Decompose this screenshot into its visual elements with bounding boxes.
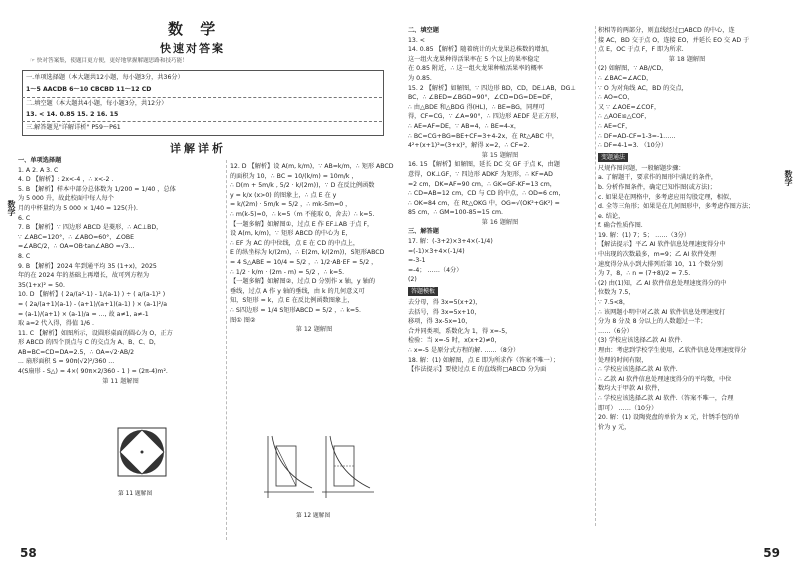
answer-line: 12. D 【解析】设 A(m, k/m)，∵ AB=k/m，∴ 矩形 ABCD <box>230 163 394 170</box>
answer-column-2 <box>230 162 398 422</box>
answer-line: 11. C 【解析】如图所示，设圆形桌面的圆心为 O，正方 <box>18 329 173 337</box>
answer-line: 这一组火龙果种得活果率在 5 个以上的果率稳定 <box>408 55 540 63</box>
answer-line: ∴ x=-5 是原分式方程的解. ……（8分） <box>408 347 520 354</box>
answer-column-1 <box>18 156 223 414</box>
page-title: 数 学 <box>168 20 222 38</box>
answer-line: ∴ AE=CF， <box>598 122 632 130</box>
answer-line: 10. D 【解析】( 2a/(a²-1) - 1/(a-1) ) ÷ ( a/(a-1)² ) <box>18 291 166 299</box>
answer-line: 三、解答题 <box>408 228 439 236</box>
answer-line: 图① 图② <box>230 316 256 324</box>
figure-12 <box>258 432 378 506</box>
right-page <box>400 0 800 566</box>
answer-line: 【作法提示】要使过点 E 的直线将□ABCD 分为面 <box>408 366 547 374</box>
answer-line: f. 确合性质作图. <box>598 222 643 230</box>
quick-answer-line: 三.解答题见"详解详析" P59～P61 <box>26 124 121 131</box>
answer-line: 在 0.85 附近，∴ 这一组火龙果种植活果率的概率 <box>408 65 543 73</box>
answer-line: 取 a=2 代入得，得值 1/6 . <box>18 320 95 328</box>
answer-line: ... 扇形面积 S = 90π(√2)²/360 ... <box>18 358 115 366</box>
answer-line: 1. A 2. A 3. C <box>18 166 59 174</box>
figure-caption: 第 11 题解图 <box>118 491 153 497</box>
answer-line: (3) 学校应该选择乙款 AI 软件. <box>598 337 683 345</box>
answer-line: 为 7，8，∴ n = (7+8)/2 = 7.5. <box>598 270 691 278</box>
answer-line: 垂线，过点 A 作 y 轴的垂线，由 k 的几何意义可 <box>230 287 365 295</box>
answer-line: 85 cm，∴ GM=100-85=15 cm. <box>408 209 504 217</box>
answer-line: ∴ DF=AD-CF=1-3=-1…… <box>598 132 676 140</box>
answer-line: ∴ DF=4-1=3. （10分） <box>598 142 668 150</box>
answer-line: 合并同类项，系数化为 1，得 x=-5， <box>408 327 512 335</box>
answer-line: 16. 15 【解析】如解图，延长 DC 交 GF 于点 K，由题 <box>408 161 560 169</box>
quick-answer-line: 一.单项选择题（本大题共12小题，每小题3分，共36分） <box>26 74 184 81</box>
answer-line: 变题通法 <box>598 151 776 164</box>
answer-line: 积相等的两部分，则直线经过□ABCD 的中心，连 <box>598 27 735 34</box>
answer-line: (2) 由(1)知，乙 AI 软件信息处理速度得分的中 <box>598 279 727 287</box>
answer-line: 移项，得 3x-5x=10， <box>408 318 472 326</box>
answer-line: ∴ 学校应该选择乙款 AI 软件. <box>598 366 678 374</box>
answer-line: 去括号，得 3x=5x+10， <box>408 308 481 316</box>
answer-line: ∴ CD=AB=12 cm，CD 与 CD 的中点，∴ OD=6 cm， <box>408 190 565 198</box>
page-number: 58 <box>20 546 37 560</box>
quick-answer-line: 13. < 14. 0.85 15. 2 16. 15 <box>26 111 119 118</box>
answer-line: 4(S扇形 - S△) = 4×( 90π×2/360 - 1 ) = (2π-4)m². <box>18 368 168 376</box>
answer-line: 6. C <box>18 214 31 222</box>
answer-line: e. 结论， <box>598 212 625 220</box>
answer-line: = ( 2a/(a+1)(a-1) - (a+1)/(a+1)(a-1) ) × (a-1)²/a <box>18 300 168 308</box>
answer-line: 为 0.85. <box>408 74 432 82</box>
answer-line: BC，∴ ∠BED=∠BGD=90°，∠CD=DG=DE=DF， <box>408 94 557 102</box>
answer-line: 点 E，OC 于点 F，F 即为所求. <box>598 46 684 54</box>
answer-line: ∵ O 为对角线 AC，BD 的交点， <box>598 84 688 92</box>
answer-line: = (a-1)/(a+1) × (a-1)/a = ..., 故 a≠1, a≠-1 <box>18 310 149 318</box>
answer-line: 速度得分从小到大排列后第 10，11 个数分别 <box>598 260 723 268</box>
answer-line: 14. 0.85 【解析】随着统计的火龙果总株数的增加， <box>408 46 554 54</box>
answer-line: b. 分析作图条件，确定已知作图(或方法)； <box>598 183 716 191</box>
answer-line: =(-1)×3+4×(-1/4) <box>408 247 465 255</box>
answer-line: 形 ABCD 的四个顶点与 C 的交点为 A、B、C、D， <box>18 339 160 347</box>
answer-line: ∴ EF 为 AC 的中位线，点 E 在 CD 的中点上， <box>230 239 360 247</box>
answer-line: ∴ 乙款 AI 软件信息处理速度得分的平均数，中位 <box>598 375 732 383</box>
answer-line: ∵ 7.5<8， <box>598 299 630 307</box>
answer-line: ∴ BC=CG+BG=BE+CF=3+4-2x，在 Rt△ABC 中， <box>408 132 559 140</box>
answer-line: a. 了解题干，要求作的图形中满足的条件， <box>598 174 718 182</box>
figure-caption: 第 12 题解图 <box>296 513 331 519</box>
answer-line: d. 全等三角形；如果是在几何图形中，多考虑作图方法； <box>598 203 755 211</box>
answer-line: ∴ ∠BAC=∠ACD， <box>598 74 653 82</box>
answer-line: 处理的时间有限， <box>598 356 648 364</box>
answer-line: 设 A(m, k/m)，∵ 矩形 ABCD 的中心为 E， <box>230 230 352 238</box>
answer-line: = 4 S△ABE = 10/4 = 5/2 ，∴ 1/2·AB·EF = 5/2 ， <box>230 258 378 266</box>
answer-line: 5. B 【解析】样本中部分总体数为 1/200 = 1/40 ，总体 <box>18 185 176 193</box>
quick-answer-heading: 快速对答案 <box>160 42 225 55</box>
side-label: 数学 <box>7 200 16 216</box>
answer-line: ∴ 由△BDE 和△BDG 得(HL)，∴ BE=BG，同理可 <box>408 103 545 111</box>
answer-line: ∴ 学校应该选择乙款 AI 软件.（答案不唯一，合理 <box>598 394 734 402</box>
answer-line: 分为 8 分及 8 分以上的人数超过一半； <box>598 318 707 326</box>
answer-line: 的面积为 10，∴ BC = 10/(k/m) = 10m/k ， <box>230 172 358 180</box>
figure-11 <box>110 420 174 488</box>
answer-line: 7. B 【解析】∵ 四边形 ABCD 是菱形，∴ AC⊥BD， <box>18 224 163 232</box>
answer-line: ∴ △AOE≌△COF， <box>598 113 651 121</box>
answer-line: 价为 y 元， <box>598 423 631 431</box>
section-title: 详解详析 <box>170 142 226 155</box>
answer-line: 年的在 2024 年的基础上再增长，故可列方程为 <box>18 272 150 280</box>
answer-line: 20. 解：(1) 设陶瓷盘的单价为 x 元，针锈手包的单 <box>598 414 740 422</box>
answer-line: 17. 解：(-3+2)×3+4×(-1/4) <box>408 238 493 246</box>
answer-line: 去分母，得 3x=5(x+2)， <box>408 299 482 307</box>
answer-line: 19. 解：(1) 7；5； ……（3分） <box>598 231 691 239</box>
answer-line: 接 AC，BD 交于点 O，连接 EO，并延长 EO 交 AD 于 <box>598 36 750 44</box>
answer-line: 又 ∵ ∠AOE=∠COF， <box>598 103 661 111</box>
page-number: 59 <box>763 546 780 560</box>
answer-line: 4. D 【解析】: 2x<-4 ，∴ x<-2 . <box>18 176 114 184</box>
answer-line: ∴ 1/2 · k/m · (2m - m) = 5/2 ，∴ k=5. <box>230 268 345 276</box>
answer-line: = k/(2m) · 5m/k = 5/2 ，∴ mk-5m=0 ， <box>230 201 352 209</box>
answer-line: ∴ m(k-5)=0，∴ k=5（m 不能取 0，舍去）∴ k=5. <box>230 210 375 218</box>
answer-line: 18. 解：(1) 如解图，点 E 即为所求作（答案不唯一）； <box>408 356 560 364</box>
quick-answer-line: 1～5 AACDB 6～10 CBCBD 11～12 CD <box>26 86 152 93</box>
answer-line: 15. 2 【解析】如解图，∵ 四边形 BD，CD，DE⊥AB，DG⊥ <box>408 84 576 92</box>
answer-line: =∠ABC/2，∴ OA=OB·tan∠ABO =√3... <box>18 243 135 251</box>
answer-line: 月的中杯量约为 5 000 × 1/40 = 125(升). <box>18 204 138 212</box>
answer-line: 即可） ……（10分） <box>598 404 658 412</box>
answer-line: 中出现的次数最多，m=9；乙 AI 软件处理 <box>598 251 716 259</box>
answer-line: E 的纵坐标为 k/(2m)，∴ E(2m, k/(2m))，S矩形ABCD <box>230 249 385 257</box>
answer-line: ∴ D(m + 5m/k , 5/2 · k/(2m))，∵ D 在反比例函数 <box>230 182 375 190</box>
answer-line: 知，S矩形 = k，点 E 在反比例函数图象上， <box>230 297 354 305</box>
answer-line: 【解法提示】平乙 AI 软件信息处理速度得分中 <box>598 241 726 249</box>
answer-line: 第 11 题解图 <box>102 377 139 385</box>
answer-line: 数均大于甲款 AI 软件， <box>598 385 664 393</box>
answer-line: 尺规作图问题，一般解题步骤： <box>598 164 685 172</box>
answer-line: 第 15 题解图 <box>481 151 519 159</box>
answer-line: 得，CF=CG，∵ ∠A=90°，∴ 四边形 AEDF 是正方形， <box>408 113 563 121</box>
answer-line: 【一题多解】如解图①，过点 E 作 EF⊥AB 于点 F， <box>230 220 374 228</box>
answer-line: 二、填空题 <box>408 27 439 34</box>
answer-line: (2) 如解图，∵ AB//CD， <box>598 65 668 73</box>
notice-text: ☞ 快对答案集，使题目更方便，更好地掌握解题思路和技巧能！ <box>30 58 188 64</box>
answer-line: =-3-1 <box>408 257 426 265</box>
answer-line: 第 16 题解图 <box>481 218 519 226</box>
answer-line: 8. C <box>18 252 31 260</box>
answer-line: 检验：当 x=-5 时，x(x+2)≠0， <box>408 337 501 345</box>
answer-line: 4²+(x+1)²=(3+x)²，解得 x=2，∴ CF=2. <box>408 142 530 150</box>
answer-line: 第 12 题解图 <box>295 326 333 334</box>
answer-line: 理由：考虑到学校学生使用，乙软件信息处理速度得分 <box>598 347 747 354</box>
answer-line: ∴ AO=CO， <box>598 94 634 102</box>
quick-answer-line: 二.填空题（本大题共4小题，每小题3分，共12分） <box>26 100 168 107</box>
answer-line: (2) <box>408 276 417 284</box>
answer-line: 位数为 7.5， <box>598 289 635 297</box>
answer-line: ∴ 该网题小明中对乙款 AI 软件信息处理速度打 <box>598 308 726 316</box>
answer-line: 【一题多解】如解图②，过点 D 分别作 x 轴，y 轴的 <box>230 278 376 286</box>
answer-line: AB=BC=CD=DA=2.5，∴ OA=√2·AB/2 <box>18 348 135 356</box>
answer-line: 为 5 000 升，故此校面中每人每个 <box>18 195 114 203</box>
answer-line: =2 cm，DK=AF=90 cm，∴ GK=GF-KF=13 cm， <box>408 180 556 188</box>
answer-line: 35(1+x)² = 50. <box>18 281 65 289</box>
answer-line: ……（6分） <box>598 327 633 335</box>
answer-line: ∴ OK=84 cm，在 Rt△OKG 中，OG=√(OK²+GK²) = <box>408 199 560 207</box>
side-label: 数学 <box>784 170 793 186</box>
answer-line: 答题模板 <box>408 285 592 298</box>
answer-line: 一、单项选择题 <box>18 157 62 164</box>
answer-line: c. 如果是在网格中，多考虑应用勾股定理，相似， <box>598 193 736 201</box>
answer-line: y = k/x (x>0) 的图象上，∴ 点 E 在 y <box>230 191 337 199</box>
answer-line: ∴ AE=AF=DE，∵ AB=4，∴ BE=4-x， <box>408 122 521 130</box>
answer-line: 意得，OK⊥GF，∵ 四边形 ADKF 为矩形，∴ KF=AD <box>408 170 553 178</box>
answer-line: 13. < <box>408 36 425 44</box>
answer-column-4 <box>598 26 776 556</box>
answer-line: 9. B 【解析】2024 年到通平均 35 (1+x)，2025 <box>18 262 157 270</box>
answer-line: =-4； ……（4分） <box>408 266 463 274</box>
answer-line: 第 18 题解图 <box>668 55 706 63</box>
answer-line: ∴ S四边形 = 1/4 S矩形ABCD = 5/2 ，∴ k=5. <box>230 306 361 314</box>
answer-line: ∵ ∠ABC=120°，∴ ∠ABO=60°，∠OBE <box>18 233 135 241</box>
answer-column-3 <box>408 26 592 556</box>
